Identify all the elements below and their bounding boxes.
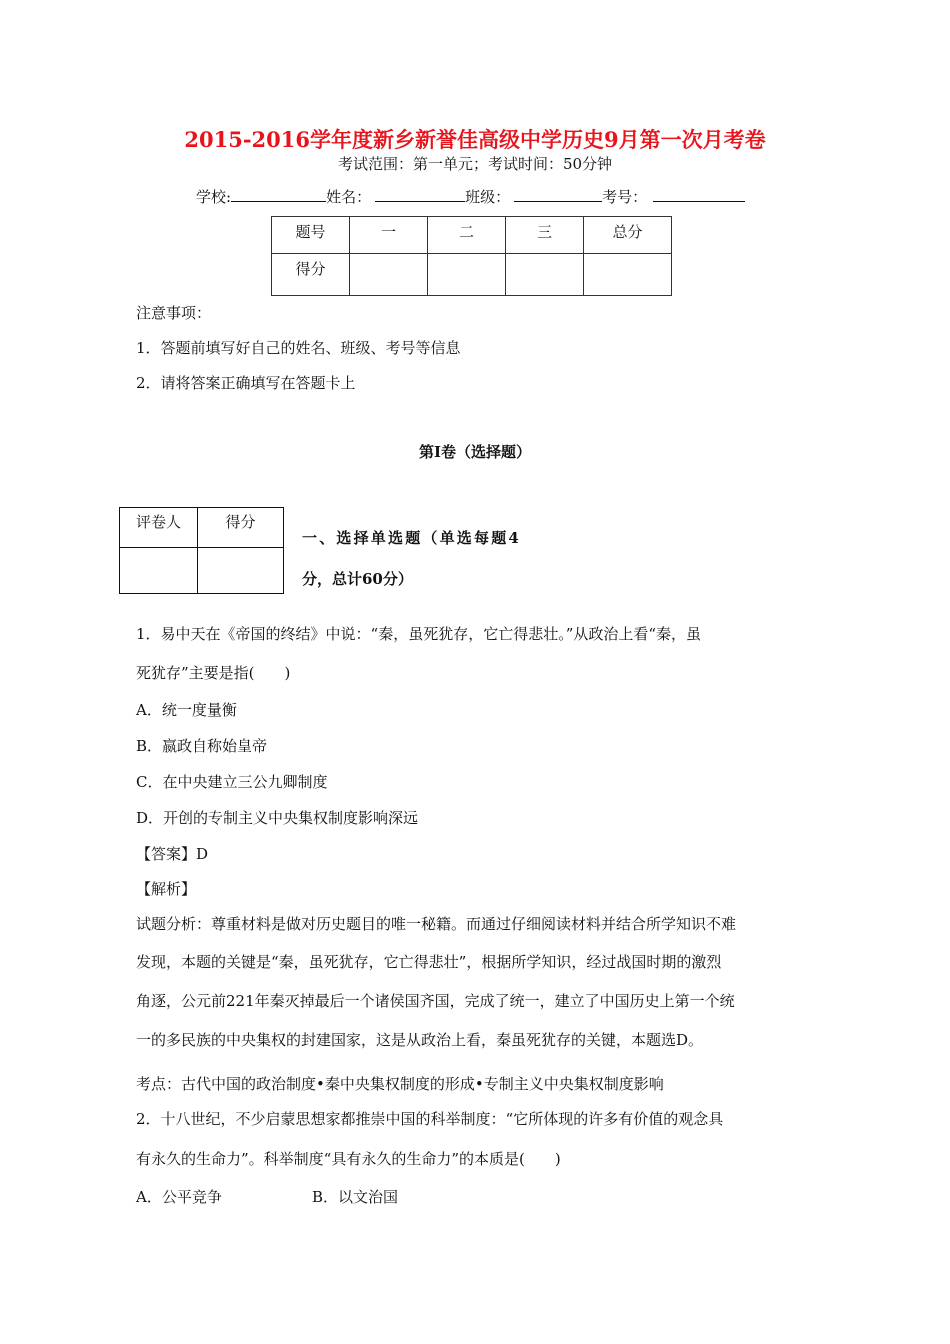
answer: 【答案】D [136,845,209,863]
section-heading-cont: 分，总计60分） [302,570,413,588]
note-item: 2．请将答案正确填写在答题卡上 [136,374,356,392]
question-stem-cont: 有永久的生命力”。科举制度“具有永久的生命力”的本质是( ) [136,1150,561,1168]
grader-header-cell: 得分 [198,508,284,548]
score-header-cell: 一 [350,217,428,254]
score-header-cell: 三 [506,217,584,254]
analysis-line: 一的多民族的中央集权的封建国家，这是从政治上看，秦虽死犹存的关键，本题选D。 [136,1031,704,1049]
student-info-line [196,186,745,207]
analysis-line: 角逐，公元前221年秦灭掉最后一个诸侯国齐国，完成了统一，建立了中国历史上第一个统 [136,992,735,1010]
grader-table-header [120,508,284,548]
score-table-header [272,217,672,254]
score-header-cell: 二 [428,217,506,254]
option-b[interactable]: B．以文治国 [312,1188,399,1206]
score-table [271,216,672,296]
grader-cell[interactable] [120,548,198,594]
grader-cell[interactable] [198,548,284,594]
score-header-cell: 题号 [272,217,350,254]
option-c[interactable]: C．在中央建立三公九卿制度 [136,773,328,791]
score-cell[interactable] [506,254,584,296]
analysis-line: 发现，本题的关键是“秦，虽死犹存，它亡得悲壮”，根据所学知识，经过战国时期的激烈 [136,953,722,971]
exam-subtitle: 考试范围：第一单元；考试时间：50分钟 [337,155,613,173]
part-title: 第I卷（选择题） [418,443,532,461]
school-label: 学校: [196,188,232,206]
section-heading: 一、选择单选题（单选每题4 [302,529,522,547]
grader-table-row [120,548,284,594]
grader-table [119,507,284,594]
class-label: 班级： [465,188,511,206]
exam-number-label: 考号： [602,188,648,206]
note-item: 1．答题前填写好自己的姓名、班级、考号等信息 [136,339,461,357]
option-d[interactable]: D．开创的专制主义中央集权制度影响深远 [136,809,419,827]
question-stem: 1．易中天在《帝国的终结》中说：“秦，虽死犹存，它亡得悲壮。”从政治上看“秦，虽 [136,625,702,643]
score-row-label: 得分 [272,254,350,296]
name-label: 姓名： [326,188,372,206]
score-cell[interactable] [350,254,428,296]
option-a[interactable]: A．统一度量衡 [136,701,237,719]
option-a[interactable]: A．公平竞争 [136,1188,222,1206]
grader-header-cell: 评卷人 [120,508,198,548]
score-cell[interactable] [584,254,672,296]
option-b[interactable]: B．嬴政自称始皇帝 [136,737,268,755]
analysis-label: 【解析】 [136,880,197,898]
question-stem: 2．十八世纪，不少启蒙思想家都推崇中国的科举制度：“它所体现的许多有价值的观念具 [136,1110,724,1128]
class-blank[interactable] [514,187,602,202]
exam-title: 2015-2016学年度新乡新誉佳高级中学历史9月第一次月考卷 [184,127,766,152]
analysis-line: 试题分析：尊重材料是做对历史题目的唯一秘籍。而通过仔细阅读材料并结合所学知识不难 [136,915,737,933]
question-stem-cont: 死犹存”主要是指( ) [136,664,291,682]
name-blank[interactable] [375,187,465,202]
score-cell[interactable] [428,254,506,296]
exam-number-blank[interactable] [653,187,745,202]
score-header-cell: 总分 [584,217,672,254]
knowledge-point: 考点：古代中国的政治制度•秦中央集权制度的形成•专制主义中央集权制度影响 [136,1075,664,1093]
score-table-row [272,254,672,296]
school-blank[interactable] [231,187,326,202]
notes-heading: 注意事项： [136,304,212,322]
